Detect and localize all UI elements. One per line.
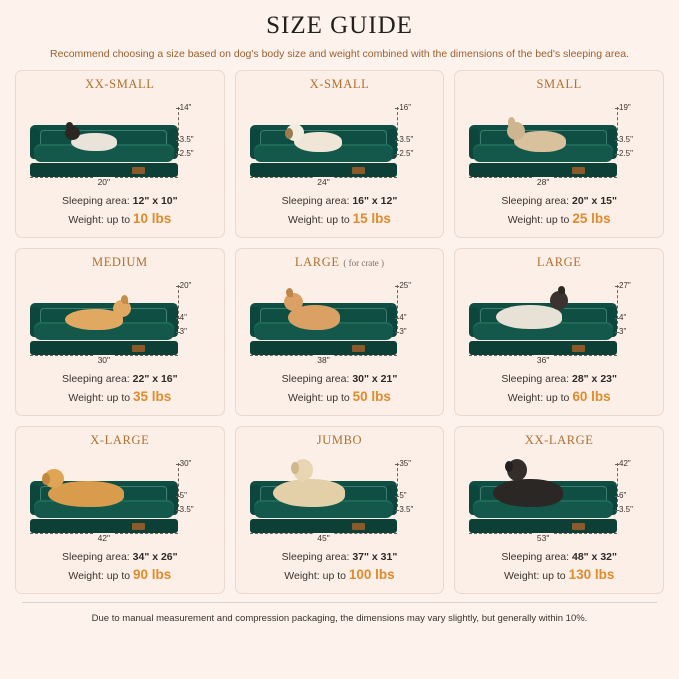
card-size-name: X-LARGE	[90, 433, 150, 447]
weight-up-to: up to	[106, 214, 131, 226]
bed-base	[30, 163, 178, 177]
bed-height-total: 25"	[399, 281, 412, 290]
card-specs	[463, 371, 655, 407]
bed-figure	[463, 95, 655, 191]
bed-height-cushion: 4"	[179, 313, 187, 322]
dog-bed-illustration	[469, 481, 617, 533]
dog-head	[550, 291, 568, 310]
size-card	[15, 70, 225, 238]
bed-height-base: 3.5"	[179, 505, 194, 514]
bed-base	[250, 163, 398, 177]
bed-height-base: 3.5"	[399, 505, 414, 514]
bed-brand-tag	[132, 345, 145, 352]
sleeping-area-line	[24, 549, 216, 566]
bed-height-total: 27"	[619, 281, 631, 290]
bed-width-value: 36"	[534, 355, 552, 365]
bed-brand-tag	[572, 345, 585, 352]
bed-height-base: 3.5"	[619, 505, 633, 514]
card-title	[463, 433, 655, 449]
bed-brand-tag	[352, 523, 365, 530]
bed-brand-tag	[352, 167, 365, 174]
size-card	[235, 248, 445, 416]
dog-illustration-border-collie	[496, 305, 562, 329]
card-specs	[463, 549, 655, 585]
bed-height-dimensions	[619, 103, 655, 177]
weight-line	[24, 566, 216, 585]
page-subtitle: Recommend choosing a size based on dog's body size and weight combined with the dimensions of the bed's sleeping area.	[50, 48, 629, 60]
card-specs	[244, 193, 436, 229]
sleeping-area-label: Sleeping area:	[62, 551, 130, 563]
bed-base	[469, 519, 617, 533]
weight-label: Weight:	[507, 392, 544, 404]
bed-base	[30, 519, 178, 533]
weight-value: 90 lbs	[133, 567, 172, 582]
sleeping-area-label: Sleeping area:	[281, 551, 350, 563]
weight-label: Weight:	[68, 570, 104, 582]
bed-width-dimension	[30, 355, 178, 365]
sleeping-area-line	[244, 193, 436, 210]
size-card	[454, 70, 664, 238]
bed-height-base: 2.5"	[399, 149, 414, 158]
bed-height-cushion: 5"	[399, 491, 407, 500]
weight-line	[24, 210, 216, 229]
bed-brand-tag	[352, 345, 365, 352]
sleeping-area-label: Sleeping area:	[281, 373, 350, 385]
footnote: Due to manual measurement and compression packaging, the dimensions may vary slightly, but generally within 10%.	[91, 613, 588, 624]
weight-value: 50 lbs	[352, 389, 391, 404]
weight-value: 60 lbs	[572, 389, 611, 404]
bed-height-base: 2.5"	[179, 149, 194, 158]
size-card	[454, 426, 664, 594]
weight-label: Weight:	[507, 214, 544, 226]
bed-height-total: 19"	[619, 103, 631, 112]
bed-width-dimension	[250, 177, 398, 187]
card-specs	[24, 549, 216, 585]
dog-ear	[558, 286, 565, 294]
weight-line	[24, 388, 216, 407]
bed-brand-tag	[132, 167, 145, 174]
card-size-name: LARGE	[294, 255, 340, 269]
weight-up-to: up to	[542, 570, 566, 582]
dog-illustration-corgi	[65, 309, 123, 330]
bed-height-dimensions	[180, 281, 216, 355]
sleeping-area-label: Sleeping area:	[501, 551, 570, 563]
dog-ear	[42, 473, 50, 485]
sleeping-area-line	[24, 193, 216, 210]
sleeping-area-line	[244, 371, 436, 388]
bed-width-dimension	[250, 533, 398, 543]
dog-illustration-cat-on-bed	[71, 133, 117, 151]
weight-up-to: up to	[546, 214, 570, 226]
dog-illustration-french-bulldog	[514, 131, 566, 152]
sleeping-area-value: 22" x 16"	[132, 373, 178, 385]
bed-height-dimensions	[619, 459, 655, 533]
weight-label: Weight:	[68, 392, 104, 404]
bed-height-cushion: 4"	[619, 313, 627, 322]
card-size-name: MEDIUM	[91, 255, 148, 269]
size-card	[235, 70, 445, 238]
bed-width-value: 45"	[314, 533, 332, 543]
card-specs	[24, 371, 216, 407]
dog-illustration-labrador	[273, 479, 345, 507]
bed-figure	[24, 273, 216, 369]
bed-width-value: 42"	[95, 533, 113, 543]
sleeping-area-value: 30" x 21"	[352, 373, 398, 385]
dog-illustration-shih-tzu	[294, 132, 342, 152]
card-title	[24, 433, 216, 449]
card-size-name: JUMBO	[316, 433, 363, 447]
bed-height-total: 16"	[399, 103, 412, 112]
weight-line	[463, 210, 655, 229]
card-title	[244, 77, 436, 93]
dog-bed-illustration	[250, 481, 398, 533]
card-specs	[463, 193, 655, 229]
bed-figure	[244, 451, 436, 547]
bed-height-total: 42"	[619, 459, 631, 468]
sleeping-area-line	[244, 549, 436, 566]
card-size-name: SMALL	[536, 77, 582, 91]
card-title	[244, 255, 436, 271]
dog-ear	[508, 117, 515, 126]
dog-bed-illustration	[469, 303, 617, 355]
bed-height-dimensions	[399, 281, 435, 355]
bed-width-value: 53"	[534, 533, 552, 543]
bed-width-dimension	[469, 533, 617, 543]
card-title	[463, 255, 655, 271]
dog-illustration-rottweiler	[493, 479, 563, 507]
sleeping-area-label: Sleeping area:	[62, 195, 130, 207]
bed-base	[30, 341, 178, 355]
bed-figure	[24, 451, 216, 547]
weight-label: Weight:	[503, 570, 540, 582]
sleeping-area-label: Sleeping area:	[501, 195, 570, 207]
dog-bed-illustration	[30, 303, 178, 355]
bed-base	[250, 519, 398, 533]
card-size-name: LARGE	[536, 255, 582, 269]
bed-brand-tag	[572, 167, 585, 174]
bed-base	[469, 341, 617, 355]
weight-up-to: up to	[322, 570, 346, 582]
sleeping-area-value: 28" x 23"	[571, 373, 617, 385]
bed-width-value: 20"	[95, 177, 113, 187]
weight-line	[463, 566, 655, 585]
bed-height-total: 20"	[179, 281, 192, 290]
sleeping-area-line	[463, 371, 655, 388]
dog-illustration-shiba-inu	[288, 305, 340, 330]
sleeping-area-label: Sleeping area:	[281, 195, 350, 207]
weight-value: 130 lbs	[568, 567, 615, 582]
bed-width-dimension	[30, 533, 178, 543]
weight-up-to: up to	[106, 392, 131, 404]
bed-figure	[463, 273, 655, 369]
size-card	[235, 426, 445, 594]
bed-height-cushion: 6"	[619, 491, 627, 500]
bed-height-base: 2.5"	[619, 149, 633, 158]
sleeping-area-line	[463, 549, 655, 566]
card-title	[463, 77, 655, 93]
bed-figure	[244, 95, 436, 191]
bed-height-base: 3"	[399, 327, 407, 336]
card-size-name: X-SMALL	[309, 77, 370, 91]
weight-value: 25 lbs	[572, 211, 611, 226]
sleeping-area-label: Sleeping area:	[501, 373, 570, 385]
card-specs	[244, 371, 436, 407]
dog-bed-illustration	[469, 125, 617, 177]
footer-divider	[22, 602, 657, 603]
bed-width-value: 30"	[95, 355, 113, 365]
weight-up-to: up to	[326, 392, 350, 404]
bed-height-total: 14"	[179, 103, 192, 112]
bed-height-cushion: 5"	[179, 491, 187, 500]
weight-label: Weight:	[288, 392, 324, 404]
bed-width-value: 28"	[534, 177, 552, 187]
bed-figure	[244, 273, 436, 369]
sleeping-area-value: 12" x 10"	[132, 195, 178, 207]
bed-height-dimensions	[619, 281, 655, 355]
dog-bed-illustration	[30, 481, 178, 533]
dog-bed-illustration	[250, 125, 398, 177]
card-title	[24, 255, 216, 271]
card-title	[244, 433, 436, 449]
dog-ear	[505, 461, 513, 472]
dog-ear	[286, 288, 293, 297]
bed-base	[250, 341, 398, 355]
bed-width-value: 38"	[314, 355, 332, 365]
size-card	[15, 248, 225, 416]
dog-ear	[121, 295, 128, 304]
bed-height-cushion: 4"	[399, 313, 407, 322]
bed-height-total: 30"	[179, 459, 192, 468]
bed-height-cushion: 3.5"	[179, 135, 194, 144]
sleeping-area-value: 34" x 26"	[132, 551, 178, 563]
size-card	[454, 248, 664, 416]
weight-line	[244, 566, 436, 585]
sleeping-area-value: 37" x 31"	[352, 551, 398, 563]
bed-height-base: 3"	[179, 327, 187, 336]
bed-height-cushion: 3.5"	[399, 135, 414, 144]
sleeping-area-value: 20" x 15"	[571, 195, 617, 207]
weight-line	[463, 388, 655, 407]
bed-brand-tag	[132, 523, 145, 530]
weight-value: 15 lbs	[352, 211, 391, 226]
weight-up-to: up to	[546, 392, 570, 404]
page-title: SIZE GUIDE	[266, 12, 413, 39]
weight-label: Weight:	[288, 214, 324, 226]
weight-line	[244, 388, 436, 407]
bed-width-dimension	[469, 355, 617, 365]
card-size-name: XX-SMALL	[85, 77, 155, 91]
bed-height-dimensions	[180, 103, 216, 177]
bed-height-base: 3"	[619, 327, 627, 336]
bed-brand-tag	[572, 523, 585, 530]
bed-width-dimension	[469, 177, 617, 187]
sleeping-area-line	[24, 371, 216, 388]
sleeping-area-label: Sleeping area:	[62, 373, 130, 385]
bed-figure	[24, 95, 216, 191]
bed-width-dimension	[30, 177, 178, 187]
bed-height-total: 35"	[399, 459, 412, 468]
weight-up-to: up to	[326, 214, 350, 226]
bed-height-dimensions	[399, 459, 435, 533]
sleeping-area-line	[463, 193, 655, 210]
weight-value: 10 lbs	[133, 211, 172, 226]
bed-width-dimension	[250, 355, 398, 365]
bed-height-dimensions	[399, 103, 435, 177]
weight-label: Weight:	[68, 214, 104, 226]
bed-figure	[463, 451, 655, 547]
bed-width-value: 24"	[314, 177, 332, 187]
dog-illustration-golden-retriever	[48, 481, 124, 507]
card-size-name: XX-LARGE	[524, 433, 594, 447]
bed-base	[469, 163, 617, 177]
dog-bed-illustration	[250, 303, 398, 355]
card-specs	[244, 549, 436, 585]
sleeping-area-value: 16" x 12"	[352, 195, 398, 207]
size-card	[15, 426, 225, 594]
weight-up-to: up to	[106, 570, 131, 582]
dog-bed-illustration	[30, 125, 178, 177]
sleeping-area-value: 48" x 32"	[571, 551, 617, 563]
bed-height-dimensions	[180, 459, 216, 533]
weight-line	[244, 210, 436, 229]
card-specs	[24, 193, 216, 229]
card-title	[24, 77, 216, 93]
dog-ear	[285, 128, 293, 139]
dog-ear	[66, 122, 73, 129]
card-size-note: ( for crate )	[343, 258, 385, 268]
weight-value: 100 lbs	[348, 567, 395, 582]
weight-label: Weight:	[284, 570, 320, 582]
bed-height-cushion: 3.5"	[619, 135, 633, 144]
weight-value: 35 lbs	[133, 389, 172, 404]
size-card-grid	[12, 70, 667, 594]
